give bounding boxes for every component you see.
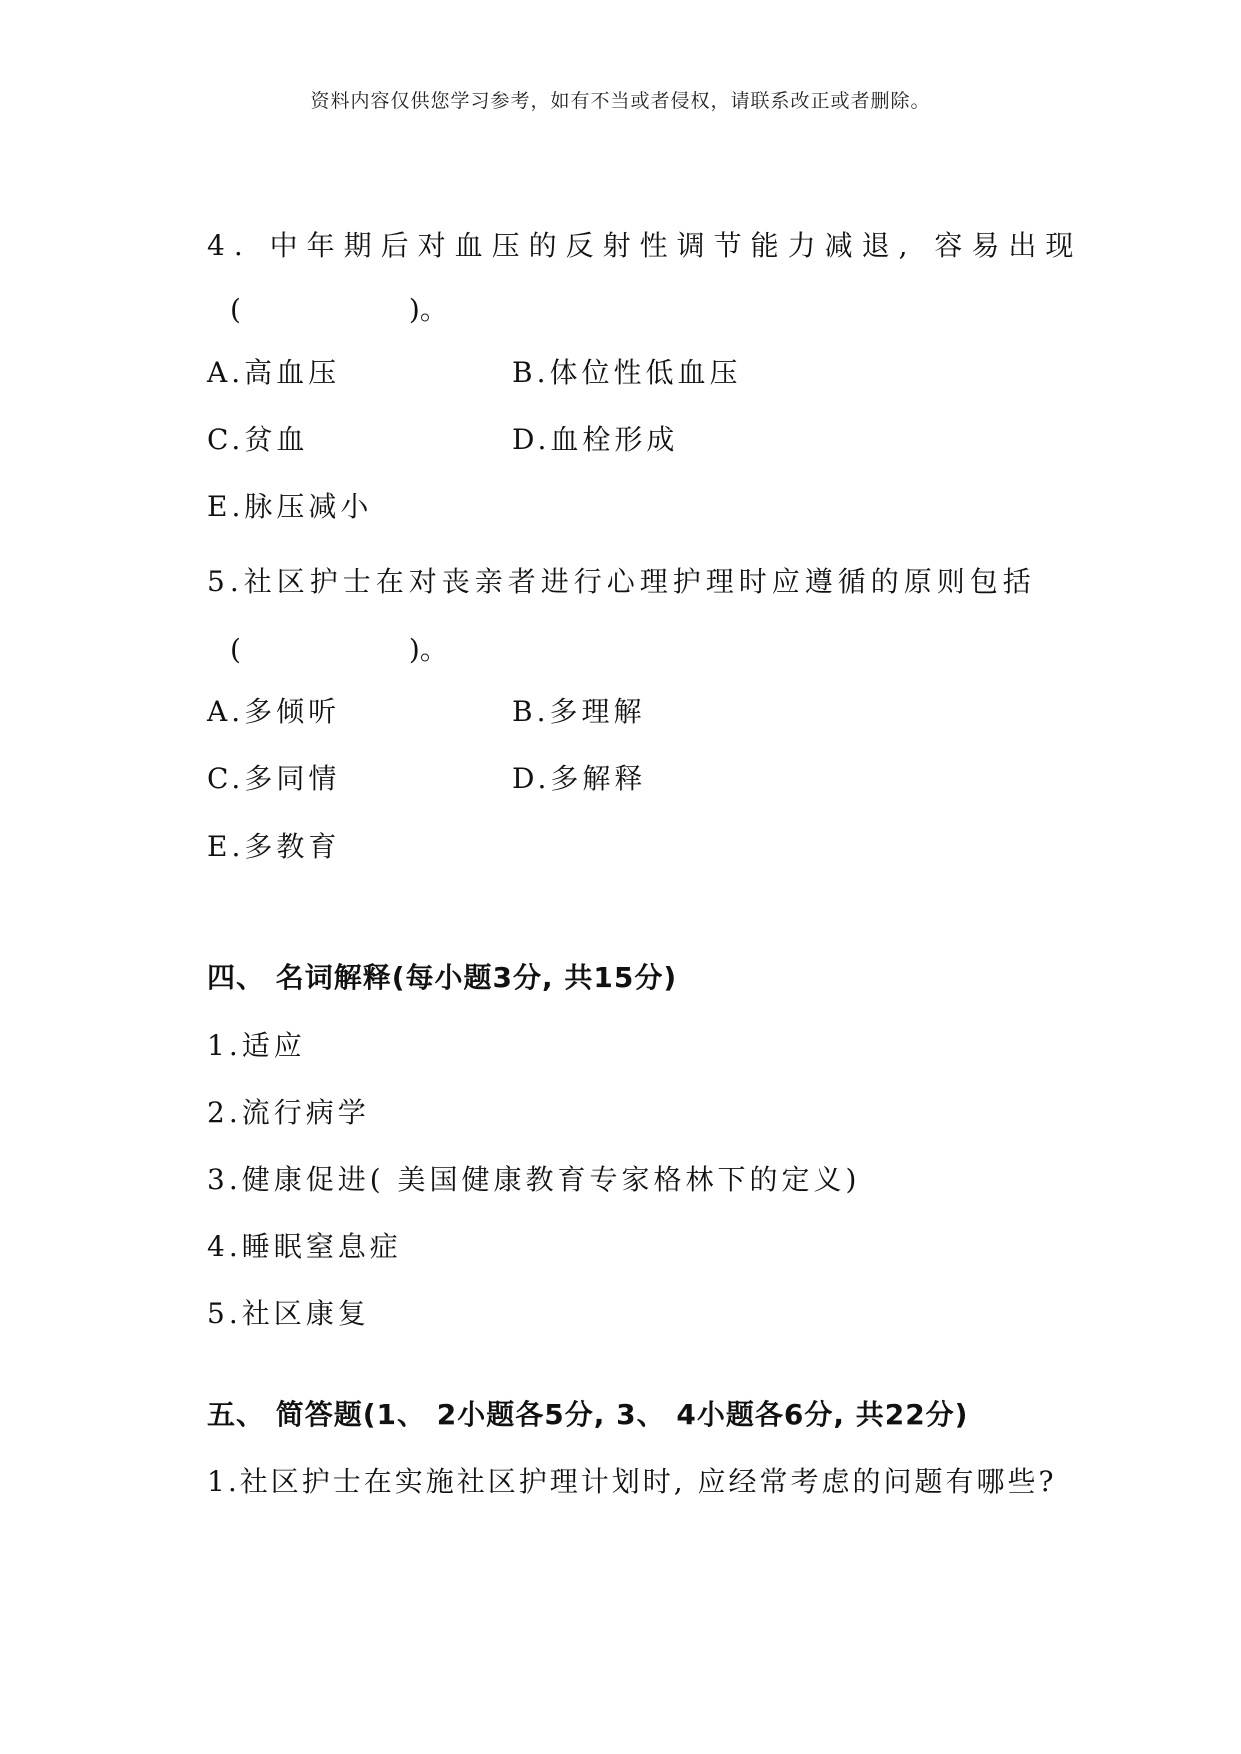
q5-option-c: C.多同情 xyxy=(207,762,341,795)
section-4-heading: 四、 名词解释(每小题3分, 共15分) xyxy=(207,961,678,994)
section-4-item-4: 4.睡眠窒息症 xyxy=(207,1230,402,1263)
section-5-item-1: 1.社区护士在实施社区护理计划时, 应经常考虑的问题有哪些? xyxy=(207,1465,1057,1498)
q4-option-a: A.高血压 xyxy=(207,356,341,389)
q5-option-a: A.多倾听 xyxy=(207,695,341,728)
q4-option-c: C.贫血 xyxy=(207,423,309,456)
q5-option-d: D.多解释 xyxy=(512,762,647,795)
section-4-item-3: 3.健康促进( 美国健康教育专家格林下的定义) xyxy=(207,1163,861,1196)
section-4-item-2: 2.流行病学 xyxy=(207,1096,370,1129)
question-4-blank: ( )。 xyxy=(230,293,448,326)
q4-option-d: D.血栓形成 xyxy=(512,423,679,456)
q5-option-b: B.多理解 xyxy=(512,695,646,728)
section-4-item-1: 1.适应 xyxy=(207,1029,306,1062)
q4-option-e: E.脉压减小 xyxy=(207,490,373,523)
section-5-heading: 五、 简答题(1、 2小题各5分, 3、 4小题各6分, 共22分) xyxy=(207,1398,969,1431)
section-4-item-5: 5.社区康复 xyxy=(207,1297,370,1330)
q4-option-b: B.体位性低血压 xyxy=(512,356,742,389)
q5-option-e: E.多教育 xyxy=(207,830,341,863)
question-5-blank: ( )。 xyxy=(230,633,448,666)
question-5-stem: 5.社区护士在对丧亲者进行心理护理时应遵循的原则包括 xyxy=(207,565,1036,598)
header-disclaimer: 资料内容仅供您学习参考，如有不当或者侵权，请联系改正或者删除。 xyxy=(310,90,931,112)
question-4-stem: 4. 中年期后对血压的反射性调节能力减退, 容易出现 xyxy=(207,229,1083,262)
